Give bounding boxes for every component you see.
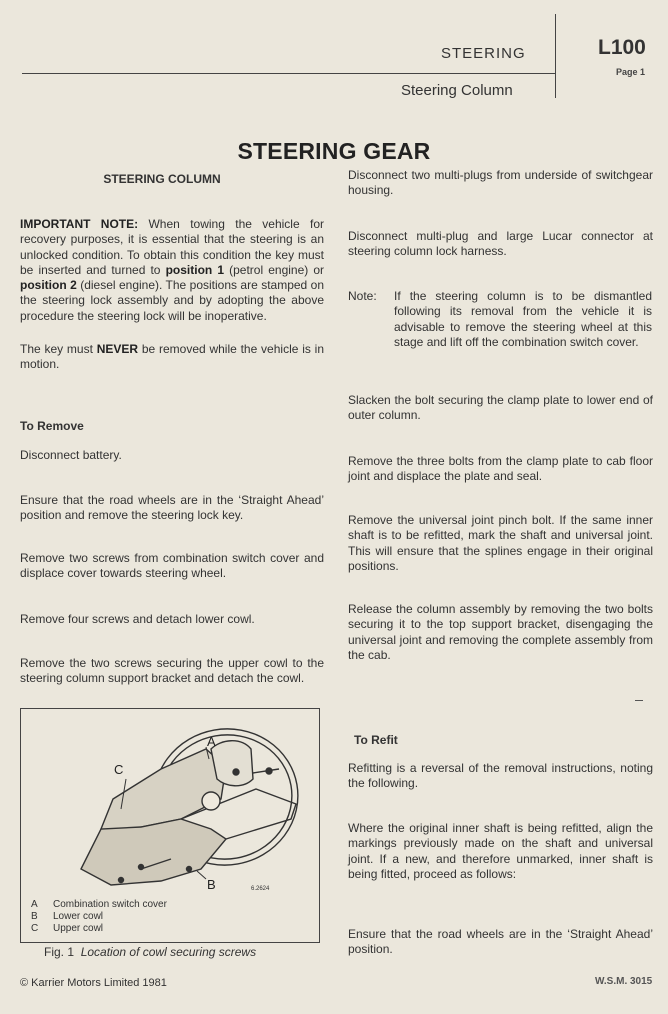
section-title: STEERING — [441, 45, 526, 62]
step-text: Disconnect two multi-plugs from underside of switchgear housing. — [348, 168, 653, 198]
step-text: Refitting is a reversal of the removal instructions, noting the following. — [348, 761, 653, 791]
important-text: When towing the vehicle for recovery purposes, it is essential that the steering is an unlocked condition. To obtain this condition the key must be inserted and turned to — [20, 217, 324, 277]
page-title: STEERING GEAR — [237, 138, 431, 164]
legend-letter: A — [31, 899, 38, 910]
step-text: Remove the three bolts from the clamp plate to cab floor joint and displace the plate and seal. — [348, 454, 653, 484]
steering-column-diagram — [21, 709, 319, 895]
remove-heading: To Remove — [20, 419, 84, 433]
important-text: (diesel engine). The positions are stamped on the steering lock assembly and by adopting the above procedure the steering lock will be inoperative. — [20, 278, 324, 323]
figure-caption — [44, 945, 256, 959]
manual-reference: W.S.M. 3015 — [595, 976, 653, 987]
legend-text: Lower cowl — [53, 911, 104, 922]
position-1: position 1 — [165, 262, 225, 277]
copyright: © Karrier Motors Limited 1981 — [20, 977, 167, 989]
step-text: Where the original inner shaft is being refitted, align the markings previously made on the shaft and universal joint. If a new, and therefore unmarked, inner shaft is being fitted, proceed as follows: — [348, 821, 653, 881]
important-label: IMPORTANT NOTE: — [20, 217, 139, 231]
never-word: NEVER — [96, 342, 139, 356]
subsection-title: Steering Column — [401, 82, 513, 99]
caption-number: Fig. 1 — [44, 945, 75, 959]
page-number: Page 1 — [616, 67, 646, 77]
step-text: Disconnect battery. — [20, 448, 122, 462]
legend-item — [31, 911, 167, 923]
divider-mark — [635, 700, 643, 701]
note-text: If the steering column is to be dismantled following its removal from the vehicle it is advisable to remove the steering wheel at this stage and lift off the combination switch cover. — [394, 289, 652, 349]
legend-letter: C — [31, 923, 39, 934]
note-block — [348, 289, 653, 369]
warning-text: be removed while the vehicle is in motion. — [20, 342, 324, 372]
key-warning — [20, 342, 324, 373]
column-heading: STEERING COLUMN — [103, 172, 221, 186]
header-rule — [22, 73, 555, 74]
caption-text: Location of cowl securing screws — [80, 945, 257, 959]
note-label: Note: — [348, 289, 377, 303]
figure-label-b: B — [207, 877, 216, 892]
legend-text: Combination switch cover — [53, 899, 167, 910]
figure-box — [20, 708, 320, 943]
legend-item — [31, 899, 167, 911]
step-text: Remove the two screws securing the upper cowl to the steering column support bracket and detach the cowl. — [20, 656, 324, 686]
step-text: Ensure that the road wheels are in the ‘Straight Ahead’ position and remove the steering lock key. — [20, 493, 324, 523]
legend-letter: B — [31, 911, 38, 922]
figure-legend — [31, 899, 167, 935]
legend-text: Upper cowl — [53, 923, 104, 934]
important-note — [20, 217, 324, 324]
legend-item — [31, 923, 167, 935]
refit-heading: To Refit — [354, 733, 398, 747]
step-text: Remove the universal joint pinch bolt. If the same inner shaft is to be refitted, mark the shaft and universal joint. This will ensure that the splines engage in their original positions. — [348, 513, 653, 573]
figure-ref-code: 6.2624 — [251, 886, 270, 892]
step-text: Disconnect multi-plug and large Lucar connector at steering column lock harness. — [348, 229, 653, 259]
position-2: position 2 — [20, 278, 77, 293]
warning-text: The key must — [20, 342, 97, 356]
step-text: Ensure that the road wheels are in the ‘Straight Ahead’ position. — [348, 927, 653, 957]
figure-label-a: A — [207, 734, 216, 749]
important-text: (petrol engine) or — [224, 262, 325, 277]
figure-label-c: C — [114, 762, 124, 777]
step-text: Release the column assembly by removing the two bolts securing it to the top support bracket, disengaging the universal joint and removing the complete assembly from the cab. — [348, 602, 653, 662]
step-text: Remove four screws and detach lower cowl. — [20, 612, 255, 626]
document-code: L100 — [598, 36, 646, 59]
step-text: Slacken the bolt securing the clamp plate to lower end of outer column. — [348, 393, 653, 423]
step-text: Remove two screws from combination switch cover and displace cover towards steering wheel. — [20, 551, 324, 581]
header-divider — [555, 14, 556, 98]
